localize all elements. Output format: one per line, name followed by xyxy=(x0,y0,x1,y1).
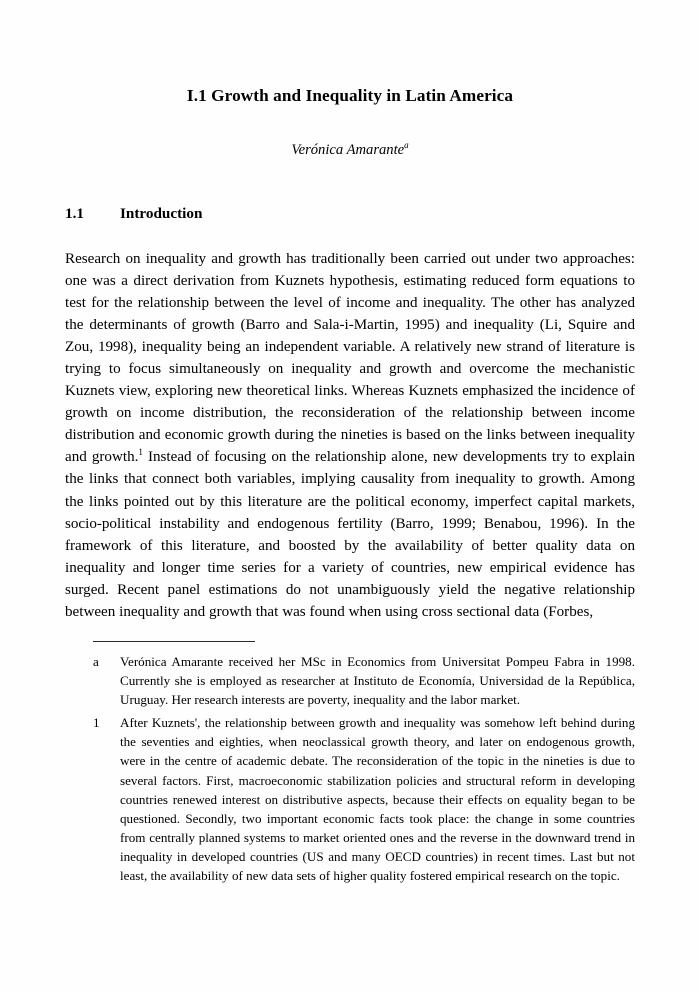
paragraph-part-one: Research on inequality and growth has traditionally been carried out under two approaches: one was a direct derivation from Kuznets hypothesis, estimating reduced form equations to test for the relationship between the level of income and inequality. The other has analyzed the determinants of growth (Barro and Sala-i-Martin, 1995) and inequality (Li, Squire and Zou, 1998), inequality being an independent variable. A relatively new strand of literature is trying to focus simultaneously on inequality and growth and overcome the mechanistic Kuznets view, exploring new theoretical links. Whereas Kuznets emphasized the incidence of growth on income distribution, the reconsideration of the relationship between income distribution and economic growth during the nineties is based on the links between inequality and growth. xyxy=(65,251,635,466)
section-title: Introduction xyxy=(120,205,203,222)
author-name: Verónica Amarante xyxy=(291,142,405,158)
page-title: I.1 Growth and Inequality in Latin America xyxy=(186,86,514,105)
footnote-item xyxy=(93,713,635,885)
footnote-marker: 1 xyxy=(93,715,100,731)
footnote-text: After Kuznets', the relationship between growth and inequality was somehow left behind during the seventies and eighties, when neoclassical growth theory, and later on endogenous growth, were in the centre of academic debate. The reconsideration of the topic in the nineties is due to several factors. First, macroeconomic stabilization policies and structural reform in developing countries renewed interest on distributive aspects, because their effects on equality began to be questioned. Secondly, two important economic facts took place: the change in some countries from centrally planned systems to market oriented ones and the reverse in the downward trend in inequality in developed countries (US and many OECD countries) in recent times. Last but not least, the availability of new data sets of higher quality fostered empirical research on the topic. xyxy=(120,715,635,884)
section-number: 1.1 xyxy=(65,205,84,222)
footnote-text: Verónica Amarante received her MSc in Economics from Universitat Pompeu Fabra in 1998. Currently she is employed as researcher at Instituto de Economía, Universidad de la República, Uruguay. Her research interests are poverty, inequality and the labor market. xyxy=(120,654,635,708)
footnotes-section xyxy=(93,652,635,885)
author-footnote-marker: a xyxy=(404,140,409,151)
footnote-marker: a xyxy=(93,654,99,669)
paragraph-part-two: Instead of focusing on the relationship alone, new developments try to explain the links that connect both variables, implying causality from inequality to growth. Among the links pointed out by this literature are the political economy, imperfect capital markets, socio-political instability and endogenous fertility (Barro, 1999; Benabou, 1996). In the framework of this literature, and boosted by the availability of better quality data on inequality and longer time series for a variety of countries, new empirical evidence has surged. Recent panel estimations do not unambiguously yield the negative relationship between inequality and growth that was found when using cross sectional data (Forbes, xyxy=(65,449,635,620)
footnote-item xyxy=(93,652,635,709)
footnote-reference-1: 1 xyxy=(138,447,143,458)
footnote-separator-rule xyxy=(93,641,255,642)
author-byline xyxy=(65,142,635,160)
section-heading xyxy=(65,205,635,223)
body-text-block xyxy=(65,248,635,623)
intro-paragraph xyxy=(65,248,635,623)
